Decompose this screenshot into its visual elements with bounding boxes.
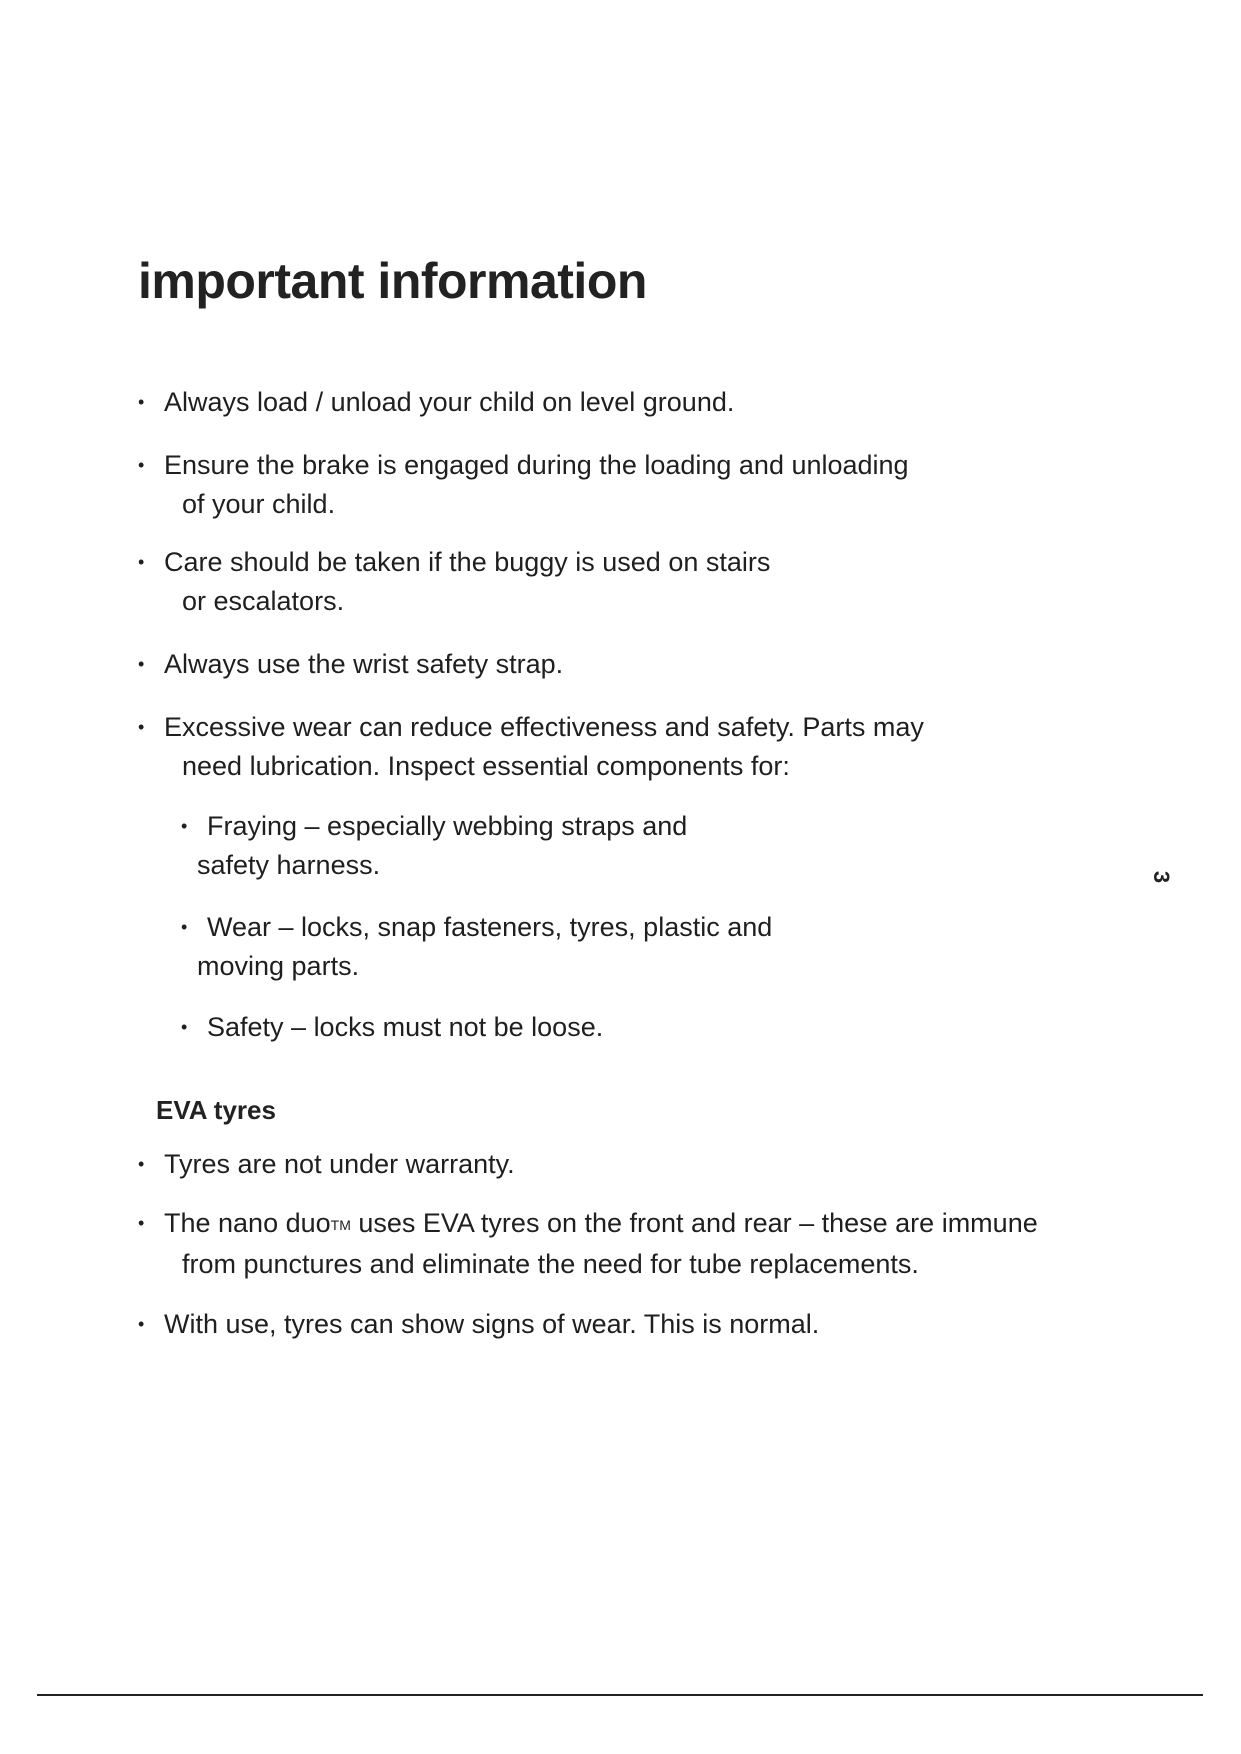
list-item-text: With use, tyres can show signs of wear. This is normal. xyxy=(164,1309,820,1339)
sub-list-item-text-continued: moving parts. xyxy=(197,951,360,981)
sub-list-item xyxy=(181,807,687,885)
list-item xyxy=(138,1204,1038,1284)
trademark-mark: TM xyxy=(330,1217,351,1233)
bullet-icon: • xyxy=(181,917,188,937)
sub-list-item xyxy=(181,908,772,986)
bullet-icon: • xyxy=(138,392,145,412)
sub-list-item xyxy=(181,1008,603,1047)
list-item-text: Tyres are not under warranty. xyxy=(164,1149,515,1179)
page-title: important information xyxy=(138,253,647,309)
list-item-text-continued: of your child. xyxy=(182,489,336,519)
list-item-text: Excessive wear can reduce effectiveness and safety. Parts may xyxy=(164,712,924,742)
list-item-text: Care should be taken if the buggy is used on stairs xyxy=(164,547,771,577)
bullet-icon: • xyxy=(138,1154,145,1174)
list-item-text-continued: need lubrication. Inspect essential components for: xyxy=(182,751,790,781)
list-item xyxy=(138,543,770,621)
list-item xyxy=(138,645,563,684)
list-item xyxy=(138,446,909,524)
sub-list-item-text: Wear – locks, snap fasteners, tyres, plastic and xyxy=(207,912,773,942)
list-item xyxy=(138,383,734,422)
bullet-icon: • xyxy=(181,1017,188,1037)
list-item-text xyxy=(138,1204,1038,1245)
bullet-icon: • xyxy=(138,1213,145,1233)
bullet-icon: • xyxy=(138,552,145,572)
list-item-text: Ensure the brake is engaged during the loading and unloading xyxy=(164,450,909,480)
list-item-text: Always load / unload your child on level ground. xyxy=(164,387,735,417)
bullet-icon: • xyxy=(181,816,188,836)
sub-list-item-text: Safety – locks must not be loose. xyxy=(207,1012,604,1042)
list-item-text-continued: or escalators. xyxy=(182,586,345,616)
list-item-text-rest: uses EVA tyres on the front and rear – these are immune xyxy=(350,1208,1038,1238)
bullet-icon: • xyxy=(138,717,145,737)
product-name: The nano duo xyxy=(164,1208,331,1238)
sub-list-item-text: Fraying – especially webbing straps and xyxy=(207,811,688,841)
list-item xyxy=(138,708,924,786)
bullet-icon: • xyxy=(138,1314,145,1334)
page-number: 3 xyxy=(1149,870,1174,884)
bullet-icon: • xyxy=(138,455,145,475)
list-item xyxy=(138,1145,515,1184)
section-heading-eva-tyres: EVA tyres xyxy=(156,1095,276,1125)
sub-list-item-text-continued: safety harness. xyxy=(197,850,381,880)
list-item-text-continued: from punctures and eliminate the need for tube replacements. xyxy=(182,1249,919,1279)
list-item xyxy=(138,1305,819,1344)
list-item-text: Always use the wrist safety strap. xyxy=(164,649,564,679)
bullet-icon: • xyxy=(138,654,145,674)
footer-divider xyxy=(37,1694,1203,1696)
